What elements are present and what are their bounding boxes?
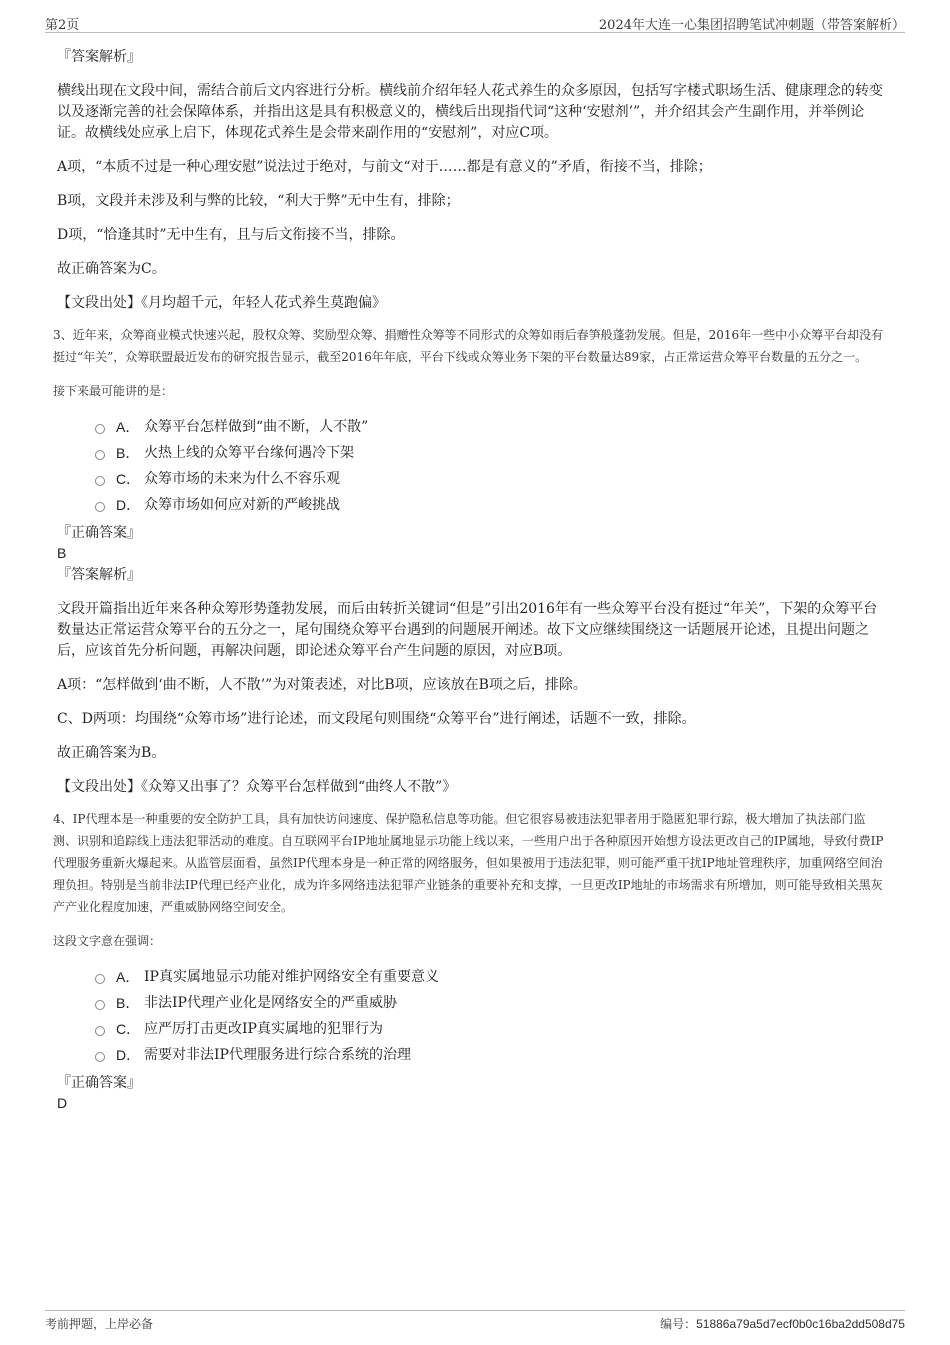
correct-answer-heading: 『正确答案』 — [57, 1075, 141, 1091]
source-citation: 【文段出处】《月均超千元，年轻人花式养生莫跑偏》 — [57, 295, 386, 311]
question-3-option-b[interactable]: B． 火热上线的众筹平台缘何遇冷下架 — [95, 440, 887, 466]
document-title: 2024年大连一心集团招聘笔试冲刺题（带答案解析） — [598, 18, 905, 33]
radio-icon[interactable] — [95, 1026, 105, 1036]
question-4-option-c[interactable]: C． 应严厉打击更改IP真实属地的犯罪行为 — [95, 1016, 887, 1042]
option-b-analysis: B项，文段并未涉及利与弊的比较，“利大于弊”无中生有，排除； — [57, 193, 460, 209]
radio-icon[interactable] — [95, 450, 105, 460]
radio-icon[interactable] — [95, 476, 105, 486]
option-a-analysis: A项，“本质不过是一种心理安慰”说法过于绝对，与前文“对于……都是有意义的”矛盾，衔接不当，排除； — [57, 159, 712, 175]
page-header — [45, 12, 905, 33]
question-4-options — [95, 964, 887, 1068]
question-4-text: 4、IP代理本是一种重要的安全防护工具，具有加快访问速度、保护隐私信息等功能。但它很容易被违法犯罪者用于隐匿犯罪行踪，极大增加了执法部门监测、识别和追踪线上违法犯罪活动的难度。自互联网平台IP地址属地显示功能上线以来，一些用户出于各种原因开始想方设法更改自己的IP属地，导致付费IP代理服务重新火爆起来。从监管层面看，虽然IP代理本身是一种正常的网络服务，但如果被用于违法犯罪，则可能严重干扰IP地址管理秩序，加重网络空间治理负担。特别是当前非法IP代理已经产业化，成为许多网络违法犯罪产业链条的重要补充和支撑，一旦更改IP地址的市场需求有所增加，则可能导致相关黑灰产产业化程度加速，严重威胁网络空间安全。 — [53, 812, 884, 914]
question-4-prompt: 这段文字意在强调： — [53, 934, 162, 948]
radio-icon[interactable] — [95, 1000, 105, 1010]
radio-icon[interactable] — [95, 424, 105, 434]
correct-answer-value: B — [57, 545, 67, 561]
question-3-option-d[interactable]: D． 众筹市场如何应对新的严峻挑战 — [95, 492, 887, 518]
page-content — [53, 46, 887, 1114]
radio-icon[interactable] — [95, 1052, 105, 1062]
question-4-option-d[interactable]: D． 需要对非法IP代理服务进行综合系统的治理 — [95, 1042, 887, 1068]
question-3-text: 3、近年来，众筹商业模式快速兴起，股权众筹、奖励型众筹、捐赠性众筹等不同形式的众筹如雨后春笋般蓬勃发展。但是，2016年一些中小众筹平台却没有挺过“年关”，众筹联盟最近发布的研究报告显示，截至2016年年底，平台下线或众筹业务下架的平台数量达89家，占正常运营众筹平台数量的五分之一。 — [53, 328, 884, 364]
analysis-paragraph: 文段开篇指出近年来各种众筹形势蓬勃发展，而后由转折关键词“但是”引出2016年有一些众筹平台没有挺过“年关”，下架的众筹平台数量达正常运营众筹平台的五分之一，尾句围绕众筹平台遇到的问题展开阐述。故下文应继续围绕这一话题展开论述，且提出问题之后，应该首先分析问题，再解决问题，即论述众筹平台产生问题的原因，对应B项。 — [57, 601, 878, 659]
correct-answer-value: D — [57, 1095, 68, 1111]
analysis-paragraph: 横线出现在文段中间，需结合前后文内容进行分析。横线前介绍年轻人花式养生的众多原因，包括写字楼式职场生活、健康理念的转变以及逐渐完善的社会保障体系，并指出这是具有积极意义的，横线后出现指代词“这种‘安慰剂’”，并介绍其会产生副作用，并举例论证。故横线处应承上启下，体现花式养生是会带来副作用的“安慰剂”，对应C项。 — [57, 83, 883, 141]
option-d-analysis: D项，“恰逢其时”无中生有，且与后文衔接不当，排除。 — [57, 227, 405, 243]
document-serial-number: 编号：51886a79a5d7ecf0b0c16ba2dd508d75 — [660, 1317, 905, 1331]
source-citation: 【文段出处】《众筹又出事了？众筹平台怎样做到“曲终人不散”》 — [57, 779, 457, 795]
correct-answer-heading: 『正确答案』 — [57, 525, 141, 541]
question-4-option-b[interactable]: B． 非法IP代理产业化是网络安全的严重威胁 — [95, 990, 887, 1016]
question-3-option-c[interactable]: C． 众筹市场的未来为什么不容乐观 — [95, 466, 887, 492]
radio-icon[interactable] — [95, 502, 105, 512]
question-3-option-a[interactable]: A． 众筹平台怎样做到“曲不断，人不散” — [95, 414, 887, 440]
analysis-heading: 『答案解析』 — [57, 49, 141, 65]
conclusion: 故正确答案为B。 — [57, 745, 166, 761]
question-3-options — [95, 414, 887, 518]
analysis-heading: 『答案解析』 — [57, 567, 141, 583]
page-footer — [45, 1310, 905, 1333]
option-a-analysis: A项：“怎样做到‘曲不断，人不散’”为对策表述，对比B项，应该放在B项之后，排除。 — [57, 677, 587, 693]
radio-icon[interactable] — [95, 974, 105, 984]
page-number: 第2页 — [45, 18, 80, 33]
conclusion: 故正确答案为C。 — [57, 261, 166, 277]
question-3-prompt: 接下来最可能讲的是： — [53, 384, 174, 398]
question-4-option-a[interactable]: A． IP真实属地显示功能对维护网络安全有重要意义 — [95, 964, 887, 990]
option-cd-analysis: C、D两项：均围绕“众筹市场”进行论述，而文段尾句则围绕“众筹平台”进行阐述，话题不一致，排除。 — [57, 711, 696, 727]
footer-slogan: 考前押题，上岸必备 — [45, 1317, 154, 1331]
